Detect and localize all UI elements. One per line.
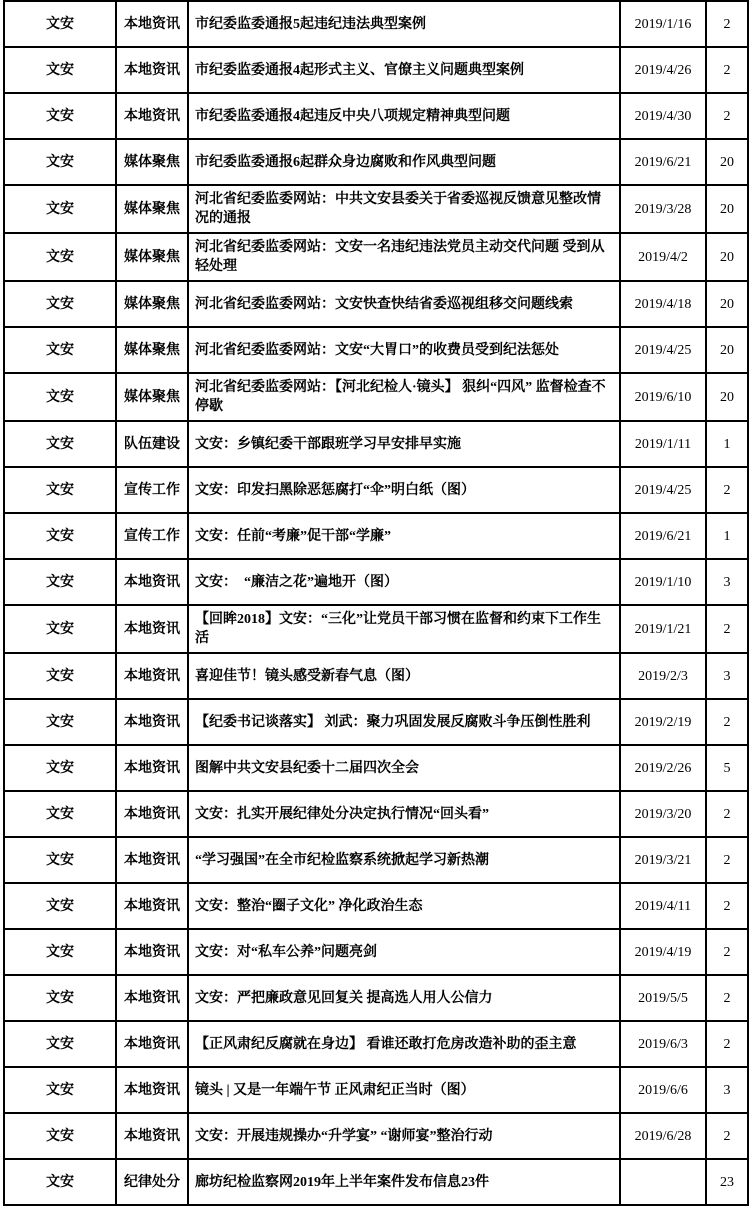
region-cell: 文安 <box>4 1159 116 1205</box>
table-row <box>4 605 748 653</box>
title-cell: 市纪委监委通报6起群众身边腐败和作风典型问题 <box>188 139 620 185</box>
table-row <box>4 47 748 93</box>
title-cell: 文安：乡镇纪委干部跟班学习早安排早实施 <box>188 421 620 467</box>
title-cell: 图解中共文安县纪委十二届四次全会 <box>188 745 620 791</box>
category-cell: 队伍建设 <box>116 421 188 467</box>
news-table <box>3 0 749 1206</box>
date-cell: 2019/4/30 <box>620 93 706 139</box>
category-cell: 本地资讯 <box>116 653 188 699</box>
category-cell: 本地资讯 <box>116 745 188 791</box>
category-cell: 本地资讯 <box>116 929 188 975</box>
category-cell: 媒体聚焦 <box>116 373 188 421</box>
count-cell: 2 <box>706 1113 748 1159</box>
title-cell: 喜迎佳节！镜头感受新春气息（图） <box>188 653 620 699</box>
region-cell: 文安 <box>4 327 116 373</box>
table-row <box>4 93 748 139</box>
region-cell: 文安 <box>4 605 116 653</box>
category-cell: 本地资讯 <box>116 1021 188 1067</box>
title-cell: 河北省纪委监委网站：文安一名违纪违法党员主动交代问题 受到从轻处理 <box>188 233 620 281</box>
region-cell: 文安 <box>4 559 116 605</box>
date-cell: 2019/6/3 <box>620 1021 706 1067</box>
title-cell: 河北省纪委监委网站：文安“大胃口”的收费员受到纪法惩处 <box>188 327 620 373</box>
table-row <box>4 883 748 929</box>
title-cell: 文安：对“私车公养”问题亮剑 <box>188 929 620 975</box>
region-cell: 文安 <box>4 929 116 975</box>
date-cell: 2019/1/21 <box>620 605 706 653</box>
category-cell: 媒体聚焦 <box>116 327 188 373</box>
count-cell: 2 <box>706 47 748 93</box>
count-cell: 3 <box>706 653 748 699</box>
count-cell: 5 <box>706 745 748 791</box>
date-cell: 2019/4/18 <box>620 281 706 327</box>
table-row <box>4 699 748 745</box>
title-cell: 文安：扎实开展纪律处分决定执行情况“回头看” <box>188 791 620 837</box>
region-cell: 文安 <box>4 791 116 837</box>
date-cell: 2019/1/10 <box>620 559 706 605</box>
title-cell: “学习强国”在全市纪检监察系统掀起学习新热潮 <box>188 837 620 883</box>
date-cell: 2019/1/16 <box>620 1 706 47</box>
title-cell: 河北省纪委监委网站：文安快查快结省委巡视组移交问题线索 <box>188 281 620 327</box>
count-cell: 23 <box>706 1159 748 1205</box>
date-cell: 2019/4/25 <box>620 327 706 373</box>
table-row <box>4 513 748 559</box>
table-row <box>4 791 748 837</box>
date-cell: 2019/1/11 <box>620 421 706 467</box>
date-cell: 2019/2/26 <box>620 745 706 791</box>
count-cell: 3 <box>706 1067 748 1113</box>
region-cell: 文安 <box>4 93 116 139</box>
table-row <box>4 559 748 605</box>
category-cell: 本地资讯 <box>116 975 188 1021</box>
table-body <box>4 1 748 1205</box>
count-cell: 20 <box>706 373 748 421</box>
table-row <box>4 975 748 1021</box>
title-cell: 文安：印发扫黑除恶惩腐打“伞”明白纸（图） <box>188 467 620 513</box>
count-cell: 20 <box>706 281 748 327</box>
table-row <box>4 233 748 281</box>
category-cell: 本地资讯 <box>116 605 188 653</box>
category-cell: 媒体聚焦 <box>116 233 188 281</box>
category-cell: 本地资讯 <box>116 1113 188 1159</box>
count-cell: 20 <box>706 185 748 233</box>
category-cell: 本地资讯 <box>116 791 188 837</box>
category-cell: 本地资讯 <box>116 699 188 745</box>
region-cell: 文安 <box>4 745 116 791</box>
count-cell: 2 <box>706 837 748 883</box>
count-cell: 2 <box>706 1 748 47</box>
date-cell: 2019/6/10 <box>620 373 706 421</box>
table-row <box>4 421 748 467</box>
category-cell: 媒体聚焦 <box>116 281 188 327</box>
count-cell: 2 <box>706 467 748 513</box>
count-cell: 3 <box>706 559 748 605</box>
category-cell: 本地资讯 <box>116 47 188 93</box>
count-cell: 2 <box>706 93 748 139</box>
count-cell: 2 <box>706 975 748 1021</box>
title-cell: 文安： “廉洁之花”遍地开（图） <box>188 559 620 605</box>
title-cell: 【回眸2018】文安：“三化”让党员干部习惯在监督和约束下工作生活 <box>188 605 620 653</box>
title-cell: 【正风肃纪反腐就在身边】 看谁还敢打危房改造补助的歪主意 <box>188 1021 620 1067</box>
region-cell: 文安 <box>4 139 116 185</box>
count-cell: 2 <box>706 791 748 837</box>
category-cell: 本地资讯 <box>116 1067 188 1113</box>
count-cell: 1 <box>706 513 748 559</box>
region-cell: 文安 <box>4 233 116 281</box>
date-cell: 2019/4/19 <box>620 929 706 975</box>
title-cell: 河北省纪委监委网站：【河北纪检人·镜头】 狠纠“四风” 监督检查不停歇 <box>188 373 620 421</box>
date-cell <box>620 1159 706 1205</box>
table-row <box>4 1113 748 1159</box>
date-cell: 2019/4/25 <box>620 467 706 513</box>
region-cell: 文安 <box>4 653 116 699</box>
title-cell: 【纪委书记谈落实】 刘武：聚力巩固发展反腐败斗争压倒性胜利 <box>188 699 620 745</box>
date-cell: 2019/6/21 <box>620 513 706 559</box>
table-row <box>4 929 748 975</box>
date-cell: 2019/4/26 <box>620 47 706 93</box>
region-cell: 文安 <box>4 837 116 883</box>
date-cell: 2019/2/3 <box>620 653 706 699</box>
category-cell: 宣传工作 <box>116 513 188 559</box>
table-row <box>4 1159 748 1205</box>
count-cell: 2 <box>706 1021 748 1067</box>
category-cell: 本地资讯 <box>116 883 188 929</box>
title-cell: 文安：任前“考廉”促干部“学廉” <box>188 513 620 559</box>
region-cell: 文安 <box>4 1021 116 1067</box>
table-row <box>4 185 748 233</box>
title-cell: 市纪委监委通报5起违纪违法典型案例 <box>188 1 620 47</box>
region-cell: 文安 <box>4 1 116 47</box>
category-cell: 媒体聚焦 <box>116 185 188 233</box>
title-cell: 文安：开展违规操办“升学宴” “谢师宴”整治行动 <box>188 1113 620 1159</box>
title-cell: 镜头 | 又是一年端午节 正风肃纪正当时（图） <box>188 1067 620 1113</box>
date-cell: 2019/6/6 <box>620 1067 706 1113</box>
table-row <box>4 745 748 791</box>
category-cell: 本地资讯 <box>116 93 188 139</box>
table-row <box>4 139 748 185</box>
title-cell: 文安：严把廉政意见回复关 提高选人用人公信力 <box>188 975 620 1021</box>
title-cell: 市纪委监委通报4起违反中央八项规定精神典型问题 <box>188 93 620 139</box>
table-row <box>4 1067 748 1113</box>
count-cell: 20 <box>706 233 748 281</box>
table-row <box>4 1 748 47</box>
region-cell: 文安 <box>4 281 116 327</box>
count-cell: 20 <box>706 327 748 373</box>
category-cell: 宣传工作 <box>116 467 188 513</box>
title-cell: 廊坊纪检监察网2019年上半年案件发布信息23件 <box>188 1159 620 1205</box>
title-cell: 文安：整治“圈子文化” 净化政治生态 <box>188 883 620 929</box>
region-cell: 文安 <box>4 373 116 421</box>
region-cell: 文安 <box>4 975 116 1021</box>
category-cell: 本地资讯 <box>116 1 188 47</box>
date-cell: 2019/3/20 <box>620 791 706 837</box>
table-row <box>4 373 748 421</box>
count-cell: 2 <box>706 929 748 975</box>
table-row <box>4 281 748 327</box>
region-cell: 文安 <box>4 883 116 929</box>
table-row <box>4 467 748 513</box>
region-cell: 文安 <box>4 1067 116 1113</box>
date-cell: 2019/3/28 <box>620 185 706 233</box>
region-cell: 文安 <box>4 47 116 93</box>
date-cell: 2019/2/19 <box>620 699 706 745</box>
count-cell: 2 <box>706 883 748 929</box>
region-cell: 文安 <box>4 421 116 467</box>
region-cell: 文安 <box>4 1113 116 1159</box>
category-cell: 媒体聚焦 <box>116 139 188 185</box>
table-row <box>4 837 748 883</box>
region-cell: 文安 <box>4 467 116 513</box>
title-cell: 河北省纪委监委网站：中共文安县委关于省委巡视反馈意见整改情况的通报 <box>188 185 620 233</box>
date-cell: 2019/6/28 <box>620 1113 706 1159</box>
count-cell: 1 <box>706 421 748 467</box>
count-cell: 2 <box>706 605 748 653</box>
category-cell: 本地资讯 <box>116 837 188 883</box>
table-row <box>4 1021 748 1067</box>
table-row <box>4 653 748 699</box>
region-cell: 文安 <box>4 185 116 233</box>
date-cell: 2019/3/21 <box>620 837 706 883</box>
region-cell: 文安 <box>4 699 116 745</box>
date-cell: 2019/4/2 <box>620 233 706 281</box>
category-cell: 本地资讯 <box>116 559 188 605</box>
title-cell: 市纪委监委通报4起形式主义、官僚主义问题典型案例 <box>188 47 620 93</box>
date-cell: 2019/5/5 <box>620 975 706 1021</box>
count-cell: 2 <box>706 699 748 745</box>
count-cell: 20 <box>706 139 748 185</box>
category-cell: 纪律处分 <box>116 1159 188 1205</box>
date-cell: 2019/4/11 <box>620 883 706 929</box>
table-row <box>4 327 748 373</box>
date-cell: 2019/6/21 <box>620 139 706 185</box>
region-cell: 文安 <box>4 513 116 559</box>
